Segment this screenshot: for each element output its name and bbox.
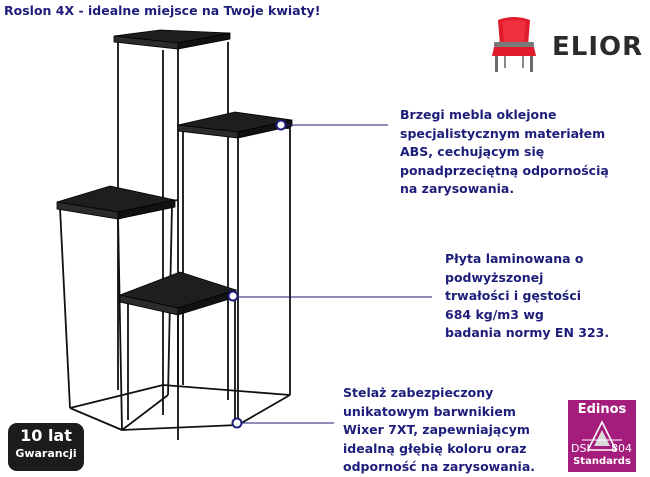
certificate-name: Edinos bbox=[577, 402, 627, 417]
feature-line: ABS, cechującym się bbox=[400, 144, 545, 159]
feature-line: na zarysowania. bbox=[400, 181, 515, 196]
feature-line: trwałości i gęstości bbox=[445, 288, 582, 303]
certificate-standard-right: 804 bbox=[611, 442, 632, 455]
feature-line: specjalistycznym materiałem bbox=[400, 125, 606, 141]
warranty-years: 10 lat bbox=[20, 426, 72, 445]
feature-line: Stelaż zabezpieczony bbox=[343, 385, 494, 400]
feature-line: odporność na zarysowania. bbox=[343, 459, 536, 474]
certificate-standard-left: DSI bbox=[571, 442, 590, 455]
feature-line: podwyższonej bbox=[445, 269, 544, 285]
feature-line: unikatowym barwnikiem bbox=[343, 403, 516, 419]
warranty-badge bbox=[8, 423, 84, 471]
warranty-label: Gwarancji bbox=[15, 447, 77, 460]
feature-laminated-board bbox=[445, 250, 609, 343]
feature-abs-edges bbox=[400, 106, 609, 199]
certificate-badge bbox=[568, 400, 636, 472]
brand-name: ELIOR bbox=[552, 32, 644, 62]
page-title: Roslon 4X - idealne miejsce na Twoje kwiaty! bbox=[4, 3, 321, 18]
feature-line: badania normy EN 323. bbox=[445, 325, 610, 340]
feature-line: 684 kg/m3 wg bbox=[445, 306, 544, 322]
feature-line: Brzegi mebla oklejone bbox=[400, 107, 557, 122]
feature-line: ponadprzeciętną odpornością bbox=[400, 162, 609, 178]
feature-frame-coating bbox=[343, 384, 535, 477]
certificate-subtitle: Standards bbox=[573, 456, 631, 467]
feature-line: Płyta laminowana o bbox=[445, 251, 584, 266]
feature-line: idealną głębię koloru oraz bbox=[343, 440, 527, 456]
feature-line: Wixer 7XT, zapewniającym bbox=[343, 422, 530, 437]
